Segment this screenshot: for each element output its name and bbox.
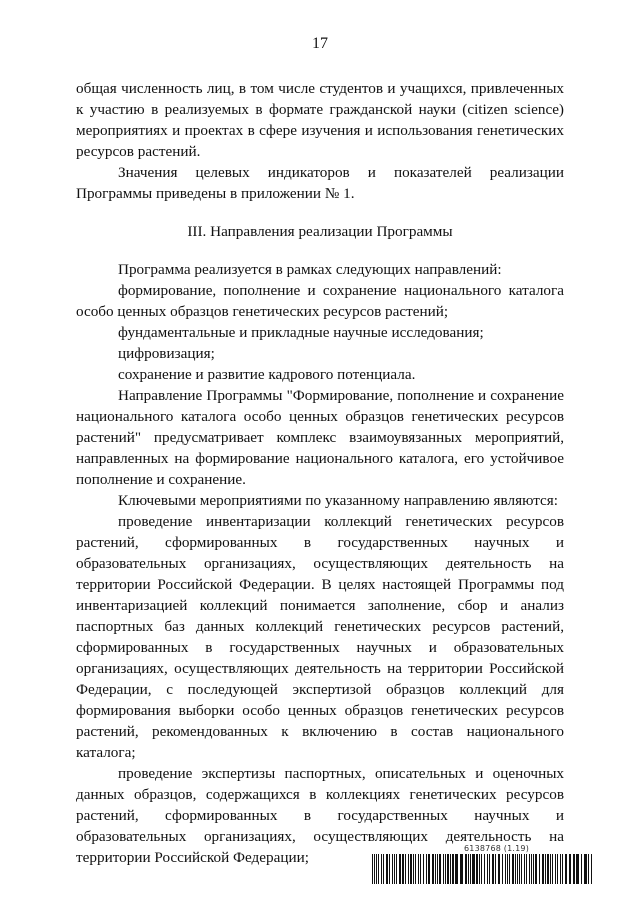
paragraph-group-top bbox=[76, 78, 564, 204]
paragraph: Ключевыми мероприятиями по указанному направлению являются: bbox=[118, 492, 558, 509]
paragraph: Программа реализуется в рамках следующих направлений: bbox=[118, 261, 502, 278]
paragraph: цифровизация; bbox=[118, 345, 215, 362]
page-number: 17 bbox=[312, 35, 328, 52]
paragraph-group-main bbox=[76, 259, 564, 868]
document-body bbox=[76, 78, 564, 868]
paragraph: формирование, пополнение и сохранение национального каталога особо ценных образцов генетических ресурсов растений; bbox=[76, 282, 564, 320]
document-barcode bbox=[372, 844, 592, 884]
barcode-icon bbox=[372, 854, 592, 884]
section-heading: III. Направления реализации Программы bbox=[187, 223, 453, 240]
paragraph: Направление Программы "Формирование, пополнение и сохранение национального каталога особо ценных образцов генетических ресурсов растений" предусматривает комплекс взаимоувязанных мероприятий, направленных на формирование национального каталога, его устойчивое пополнение и сохранение. bbox=[76, 387, 564, 488]
barcode-caption: 6138768 (1.19) bbox=[464, 844, 530, 853]
paragraph: проведение инвентаризации коллекций генетических ресурсов растений, сформированных в государственных научных и образовательных организациях, осуществляющих деятельность на территории Российской Федерации. В целях настоящей Программы под инвентаризацией коллекций понимается заполнение, сбор и анализ паспортных баз данных коллекций генетических ресурсов растений, сформированных в государственных научных и образовательных организациях, осуществляющих деятельность на территории Российской Федерации, с последующей экспертизой образцов коллекций для формирования выборки особо ценных образцов генетических ресурсов растений, рекомендованных к включению в состав национального каталога; bbox=[76, 513, 564, 761]
paragraph: Значения целевых индикаторов и показателей реализации Программы приведены в приложении № 1. bbox=[76, 164, 564, 202]
paragraph: проведение экспертизы паспортных, описательных и оценочных данных образцов, содержащихся в коллекциях генетических ресурсов растений, сформированных в государственных научных и образовательных организациях, осуществляющих деятельность на территории Российской Федерации; bbox=[76, 765, 564, 866]
paragraph: общая численность лиц, в том числе студентов и учащихся, привлеченных к участию в реализуемых в формате гражданской науки (citizen science) мероприятиях и проектах в сфере изучения и использования генетических ресурсов растений. bbox=[76, 80, 564, 160]
paragraph: сохранение и развитие кадрового потенциала. bbox=[118, 366, 416, 383]
paragraph: фундаментальные и прикладные научные исследования; bbox=[118, 324, 484, 341]
